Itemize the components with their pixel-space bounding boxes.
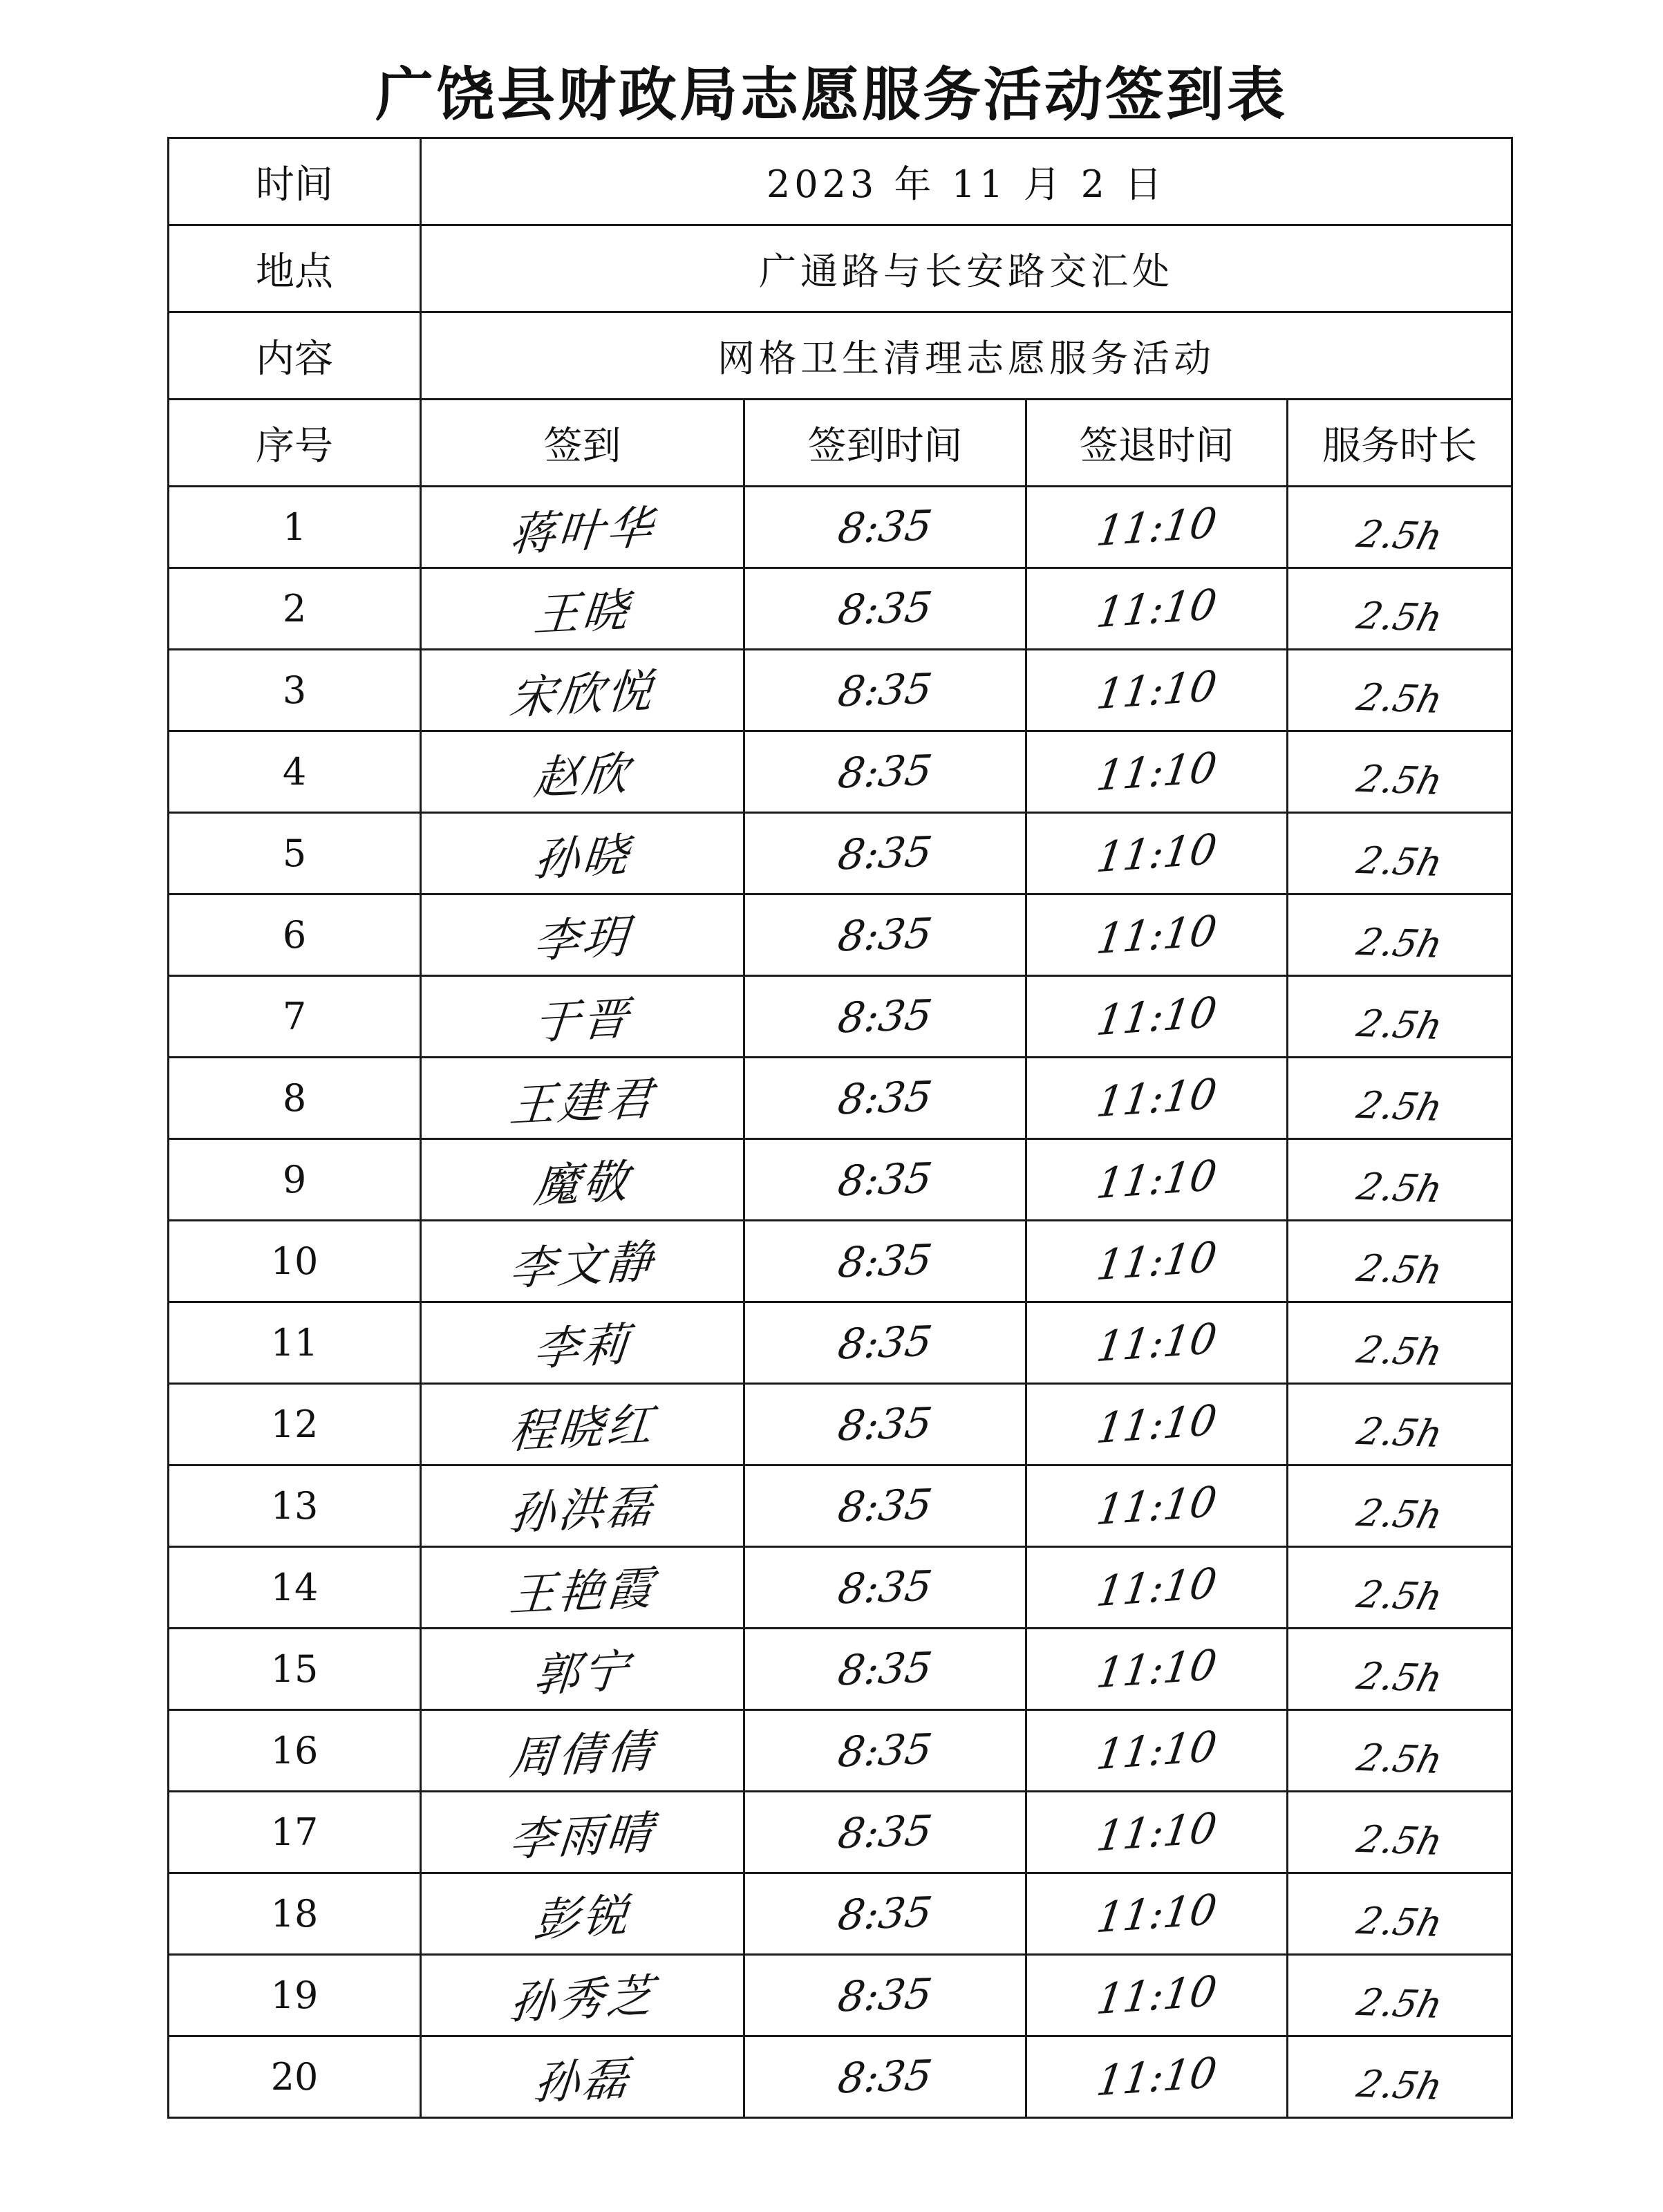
table-row — [169, 1058, 1512, 1139]
row-sign-out-time-cell — [1026, 650, 1288, 731]
row-sign-in-time-cell — [744, 1955, 1026, 2036]
row-sign-in-time-cell — [744, 1710, 1026, 1792]
table-row — [169, 1792, 1512, 1873]
row-sign-in-time: 8:35 — [835, 1316, 935, 1369]
row-sign-in-time-cell — [744, 1384, 1026, 1465]
row-signature-cell — [421, 1302, 744, 1384]
row-signature-cell — [421, 813, 744, 894]
row-sign-out-time-cell — [1026, 1302, 1288, 1384]
row-sign-out-time-cell — [1026, 2036, 1288, 2118]
row-duration-cell — [1288, 1139, 1512, 1221]
info-label: 地点 — [169, 225, 421, 312]
row-sign-out-time-cell — [1026, 568, 1288, 650]
row-sign-out-time-cell — [1026, 1873, 1288, 1955]
row-duration-cell — [1288, 1955, 1512, 2036]
row-sign-out-time: 11:10 — [1093, 662, 1220, 719]
table-row — [169, 2036, 1512, 2118]
row-sign-in-time: 8:35 — [835, 1806, 935, 1859]
row-signature-cell — [421, 1139, 744, 1221]
row-sign-out-time: 11:10 — [1093, 1477, 1220, 1535]
row-signature: 宋欣悦 — [507, 664, 657, 725]
row-sign-out-time: 11:10 — [1093, 1559, 1220, 1616]
row-sign-out-time-cell — [1026, 1955, 1288, 2036]
row-signature: 孙磊 — [531, 2052, 633, 2110]
row-signature-cell — [421, 1792, 744, 1873]
row-signature: 王建君 — [507, 1071, 657, 1133]
table-row — [169, 568, 1512, 650]
row-seq: 9 — [169, 1139, 421, 1221]
row-sign-out-time-cell — [1026, 1792, 1288, 1873]
row-signature-cell — [421, 1629, 744, 1710]
row-sign-in-time-cell — [744, 1629, 1026, 1710]
row-seq: 18 — [169, 1873, 421, 1955]
row-duration-cell — [1288, 1873, 1512, 1955]
row-sign-in-time: 8:35 — [835, 1969, 935, 2022]
header-seq: 序号 — [169, 400, 421, 487]
row-sign-in-time: 8:35 — [835, 1724, 935, 1777]
row-duration: 2.5h — [1352, 1573, 1447, 1619]
row-signature: 魔敬 — [531, 1154, 633, 1213]
row-sign-out-time-cell — [1026, 1058, 1288, 1139]
row-signature-cell — [421, 1058, 744, 1139]
table-row — [169, 894, 1512, 976]
row-seq: 5 — [169, 813, 421, 894]
row-signature-cell — [421, 1221, 744, 1302]
table-row — [169, 1384, 1512, 1465]
row-duration-cell — [1288, 1384, 1512, 1465]
row-sign-in-time: 8:35 — [835, 1398, 935, 1451]
row-sign-in-time: 8:35 — [835, 908, 935, 962]
row-signature: 李玥 — [531, 910, 633, 968]
row-sign-out-time: 11:10 — [1093, 1722, 1220, 1779]
table-row — [169, 731, 1512, 813]
row-sign-in-time: 8:35 — [835, 1153, 935, 1206]
row-sign-out-time: 11:10 — [1093, 743, 1220, 800]
row-sign-in-time: 8:35 — [835, 2050, 935, 2103]
row-duration-cell — [1288, 976, 1512, 1058]
row-duration-cell — [1288, 1792, 1512, 1873]
row-duration-cell — [1288, 650, 1512, 731]
row-seq: 15 — [169, 1629, 421, 1710]
header-sign-out-time: 签退时间 — [1026, 400, 1288, 487]
row-seq: 12 — [169, 1384, 421, 1465]
row-signature: 赵欣 — [531, 747, 633, 805]
row-duration: 2.5h — [1352, 1736, 1447, 1782]
row-duration-cell — [1288, 2036, 1512, 2118]
row-sign-in-time-cell — [744, 1465, 1026, 1547]
row-signature-cell — [421, 2036, 744, 2118]
row-sign-in-time-cell — [744, 568, 1026, 650]
table-row — [169, 1465, 1512, 1547]
row-duration-cell — [1288, 894, 1512, 976]
header-sign: 签到 — [421, 400, 744, 487]
info-row-time — [169, 138, 1512, 225]
row-sign-in-time-cell — [744, 976, 1026, 1058]
row-signature: 于晋 — [531, 991, 633, 1050]
row-sign-out-time-cell — [1026, 1629, 1288, 1710]
table-row — [169, 813, 1512, 894]
row-signature-cell — [421, 894, 744, 976]
row-sign-in-time: 8:35 — [835, 1071, 935, 1125]
row-duration: 2.5h — [1352, 1328, 1447, 1374]
row-signature: 李雨晴 — [507, 1806, 657, 1867]
row-duration-cell — [1288, 731, 1512, 813]
row-sign-out-time-cell — [1026, 1710, 1288, 1792]
table-row — [169, 650, 1512, 731]
row-signature-cell — [421, 650, 744, 731]
row-sign-in-time: 8:35 — [835, 664, 935, 717]
row-signature: 孙秀芝 — [507, 1969, 657, 2030]
row-seq: 4 — [169, 731, 421, 813]
row-sign-out-time: 11:10 — [1093, 1314, 1220, 1371]
row-signature-cell — [421, 487, 744, 568]
info-row-content — [169, 312, 1512, 400]
row-duration: 2.5h — [1352, 1491, 1447, 1537]
row-duration: 2.5h — [1352, 1246, 1447, 1293]
row-sign-out-time-cell — [1026, 1221, 1288, 1302]
row-sign-out-time-cell — [1026, 1384, 1288, 1465]
table-row — [169, 1221, 1512, 1302]
row-signature: 周倩倩 — [507, 1724, 657, 1785]
row-sign-in-time: 8:35 — [835, 745, 935, 798]
row-sign-in-time: 8:35 — [835, 1235, 935, 1288]
row-duration-cell — [1288, 568, 1512, 650]
row-seq: 6 — [169, 894, 421, 976]
table-row — [169, 1139, 1512, 1221]
row-signature-cell — [421, 1384, 744, 1465]
row-sign-in-time-cell — [744, 1139, 1026, 1221]
row-signature-cell — [421, 568, 744, 650]
row-signature: 郭宁 — [531, 1644, 633, 1703]
row-sign-out-time: 11:10 — [1093, 1396, 1220, 1453]
header-sign-in-time: 签到时间 — [744, 400, 1026, 487]
row-signature-cell — [421, 731, 744, 813]
row-sign-out-time: 11:10 — [1093, 1069, 1220, 1127]
row-sign-out-time: 11:10 — [1093, 1232, 1220, 1290]
row-signature: 彭锐 — [531, 1888, 633, 1947]
row-signature-cell — [421, 1873, 744, 1955]
row-seq: 17 — [169, 1792, 421, 1873]
row-duration: 2.5h — [1352, 2062, 1447, 2108]
row-sign-out-time: 11:10 — [1093, 1885, 1220, 1942]
row-sign-in-time-cell — [744, 1873, 1026, 1955]
row-sign-in-time-cell — [744, 731, 1026, 813]
page-title: 广饶县财政局志愿服务活动签到表 — [375, 61, 1288, 129]
row-duration-cell — [1288, 1221, 1512, 1302]
row-duration-cell — [1288, 1302, 1512, 1384]
row-sign-out-time: 11:10 — [1093, 2048, 1220, 2106]
table-row — [169, 1873, 1512, 1955]
info-label: 时间 — [169, 138, 421, 225]
row-sign-out-time-cell — [1026, 731, 1288, 813]
row-sign-in-time: 8:35 — [835, 582, 935, 635]
row-signature: 孙晓 — [531, 828, 633, 887]
row-signature: 蒋叶华 — [507, 500, 657, 562]
row-duration-cell — [1288, 1710, 1512, 1792]
row-seq: 7 — [169, 976, 421, 1058]
table-row — [169, 1302, 1512, 1384]
row-duration: 2.5h — [1352, 1817, 1447, 1864]
row-duration: 2.5h — [1352, 1899, 1447, 1945]
row-sign-in-time: 8:35 — [835, 990, 935, 1043]
row-sign-out-time-cell — [1026, 813, 1288, 894]
row-signature: 李莉 — [531, 1318, 633, 1376]
table-body — [169, 487, 1512, 2118]
row-duration: 2.5h — [1352, 594, 1447, 640]
row-duration-cell — [1288, 487, 1512, 568]
info-value: 广通路与长安路交汇处 — [421, 225, 1512, 312]
row-sign-out-time-cell — [1026, 976, 1288, 1058]
table-row — [169, 976, 1512, 1058]
row-signature-cell — [421, 1465, 744, 1547]
table-row — [169, 1955, 1512, 2036]
row-duration: 2.5h — [1352, 1165, 1447, 1211]
row-signature: 孙洪磊 — [507, 1479, 657, 1541]
row-sign-in-time: 8:35 — [835, 500, 935, 554]
row-sign-in-time: 8:35 — [835, 827, 935, 880]
row-sign-out-time: 11:10 — [1093, 906, 1220, 964]
row-signature-cell — [421, 976, 744, 1058]
row-duration: 2.5h — [1352, 757, 1447, 803]
row-seq: 11 — [169, 1302, 421, 1384]
row-signature: 王晓 — [531, 583, 633, 642]
row-signature-cell — [421, 1710, 744, 1792]
row-signature: 王艳霞 — [507, 1561, 657, 1622]
row-sign-out-time: 11:10 — [1093, 1640, 1220, 1698]
row-seq: 1 — [169, 487, 421, 568]
row-sign-in-time: 8:35 — [835, 1479, 935, 1533]
table-row — [169, 487, 1512, 568]
row-sign-out-time-cell — [1026, 1139, 1288, 1221]
info-label: 内容 — [169, 312, 421, 400]
row-sign-in-time: 8:35 — [835, 1561, 935, 1614]
row-duration: 2.5h — [1352, 1002, 1447, 1048]
row-sign-out-time-cell — [1026, 1547, 1288, 1629]
row-duration-cell — [1288, 1547, 1512, 1629]
row-signature: 程晓红 — [507, 1398, 657, 1459]
row-sign-in-time-cell — [744, 2036, 1026, 2118]
info-row-location — [169, 225, 1512, 312]
row-sign-in-time-cell — [744, 894, 1026, 976]
row-signature-cell — [421, 1955, 744, 2036]
row-seq: 10 — [169, 1221, 421, 1302]
row-sign-out-time: 11:10 — [1093, 825, 1220, 882]
row-duration-cell — [1288, 813, 1512, 894]
row-sign-in-time-cell — [744, 1547, 1026, 1629]
table-row — [169, 1629, 1512, 1710]
row-sign-out-time-cell — [1026, 894, 1288, 976]
row-signature-cell — [421, 1547, 744, 1629]
row-sign-in-time: 8:35 — [835, 1887, 935, 1940]
row-duration: 2.5h — [1352, 838, 1447, 885]
row-duration: 2.5h — [1352, 512, 1447, 559]
row-signature: 李文静 — [507, 1235, 657, 1296]
row-duration: 2.5h — [1352, 920, 1447, 966]
row-sign-out-time-cell — [1026, 487, 1288, 568]
row-duration: 2.5h — [1352, 1980, 1447, 2027]
row-seq: 2 — [169, 568, 421, 650]
row-sign-in-time-cell — [744, 1058, 1026, 1139]
row-sign-out-time: 11:10 — [1093, 1151, 1220, 1208]
row-sign-out-time: 11:10 — [1093, 498, 1220, 556]
table-row — [169, 1547, 1512, 1629]
row-seq: 14 — [169, 1547, 421, 1629]
row-duration: 2.5h — [1352, 1083, 1447, 1130]
table-header-row — [169, 400, 1512, 487]
row-sign-in-time-cell — [744, 813, 1026, 894]
row-seq: 16 — [169, 1710, 421, 1792]
row-sign-in-time-cell — [744, 487, 1026, 568]
row-seq: 8 — [169, 1058, 421, 1139]
row-seq: 19 — [169, 1955, 421, 2036]
header-duration: 服务时长 — [1288, 400, 1512, 487]
row-duration-cell — [1288, 1629, 1512, 1710]
row-sign-out-time: 11:10 — [1093, 1803, 1220, 1861]
row-sign-in-time-cell — [744, 650, 1026, 731]
row-duration-cell — [1288, 1058, 1512, 1139]
row-sign-in-time-cell — [744, 1302, 1026, 1384]
row-sign-out-time: 11:10 — [1093, 988, 1220, 1045]
row-duration: 2.5h — [1352, 1654, 1447, 1700]
row-sign-in-time-cell — [744, 1221, 1026, 1302]
table-row — [169, 1710, 1512, 1792]
row-sign-out-time: 11:10 — [1093, 1967, 1220, 2024]
row-sign-out-time: 11:10 — [1093, 580, 1220, 637]
info-value: 网格卫生清理志愿服务活动 — [421, 312, 1512, 400]
row-sign-out-time-cell — [1026, 1465, 1288, 1547]
row-duration-cell — [1288, 1465, 1512, 1547]
info-value: 2023 年 11 月 2 日 — [421, 138, 1512, 225]
row-seq: 13 — [169, 1465, 421, 1547]
row-sign-in-time: 8:35 — [835, 1642, 935, 1696]
row-duration: 2.5h — [1352, 675, 1447, 722]
row-seq: 20 — [169, 2036, 421, 2118]
row-sign-in-time-cell — [744, 1792, 1026, 1873]
sign-in-table — [167, 137, 1513, 2119]
row-seq: 3 — [169, 650, 421, 731]
row-duration: 2.5h — [1352, 1409, 1447, 1456]
